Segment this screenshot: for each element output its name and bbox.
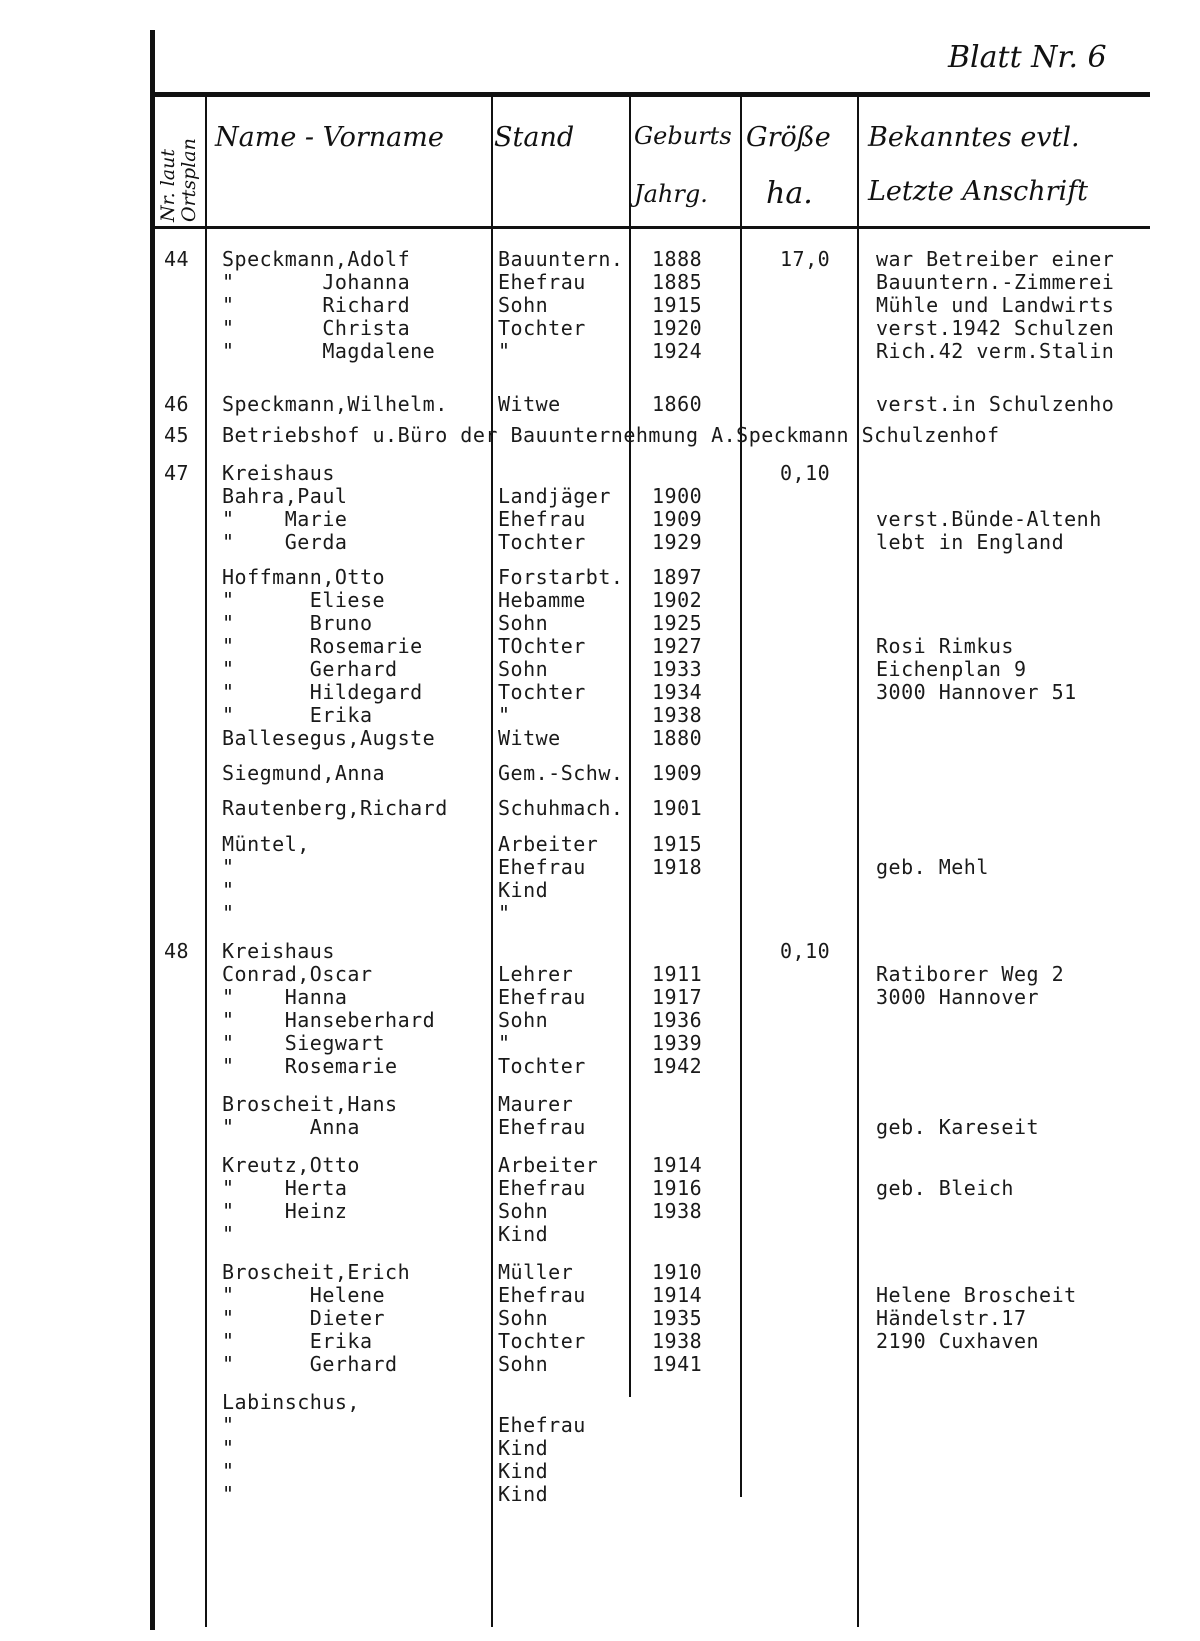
top-rule (150, 92, 1150, 97)
row-year: 1925 (652, 611, 703, 635)
row-name: " Johanna (222, 270, 411, 294)
row-stand: Tochter (498, 530, 586, 554)
row-stand: TOchter (498, 634, 586, 658)
row-name: " Eliese (222, 588, 386, 612)
row-year: 1936 (652, 1008, 703, 1032)
row-year: 1935 (652, 1306, 703, 1330)
row-stand: Müller (498, 1260, 574, 1284)
header-geburt-2: Jahrg. (634, 180, 708, 208)
row-stand: Schuhmach. (498, 796, 624, 820)
row-year: 1880 (652, 726, 703, 750)
row-year: 1920 (652, 316, 703, 340)
row-nr: 44 (164, 247, 190, 271)
column-divider-note (857, 97, 859, 1627)
row-name: " Helene (222, 1283, 386, 1307)
row-stand: Kind (498, 878, 549, 902)
row-stand: Witwe (498, 726, 561, 750)
row-stand: Ehefrau (498, 1176, 586, 1200)
header-rule (150, 226, 1150, 229)
row-year: 1897 (652, 565, 703, 589)
row-year: 1918 (652, 855, 703, 879)
header-groesse-2: ha. (766, 176, 813, 211)
row-stand: Tochter (498, 1329, 586, 1353)
row-name: " (222, 1436, 235, 1460)
row-stand: Ehefrau (498, 1413, 586, 1437)
row-stand: Sohn (498, 611, 549, 635)
row-year: 1938 (652, 1199, 703, 1223)
row-name: Kreutz,Otto (222, 1153, 360, 1177)
row-stand: Kind (498, 1459, 549, 1483)
row-name: " (222, 1222, 235, 1246)
row-stand: Sohn (498, 1352, 549, 1376)
row-stand: Kind (498, 1436, 549, 1460)
row-note: Bauuntern.-Zimmerei (876, 270, 1115, 294)
column-divider-stand (491, 97, 493, 1627)
row-name: Siegmund,Anna (222, 761, 386, 785)
row-note: Helene Broscheit (876, 1283, 1077, 1307)
header-groesse-1: Größe (746, 122, 831, 153)
row-stand: Lehrer (498, 962, 574, 986)
row-name: Speckmann,Adolf (222, 247, 411, 271)
row-stand: Tochter (498, 680, 586, 704)
row-year: 1929 (652, 530, 703, 554)
row-name: Müntel, (222, 832, 310, 856)
header-geburt-1: Geburts (634, 122, 732, 150)
row-year: 1915 (652, 293, 703, 317)
row-name: Kreishaus (222, 461, 335, 485)
row-year: 1927 (652, 634, 703, 658)
row-note: verst.in Schulzenho (876, 392, 1115, 416)
row-name: " (222, 1482, 235, 1506)
header-nr-line2: Ortsplan (178, 138, 200, 222)
row-size: 0,10 (780, 939, 831, 963)
header-stand: Stand (494, 122, 575, 153)
row-nr: 47 (164, 461, 190, 485)
row-stand: " (498, 1031, 511, 1055)
row-year: 1916 (652, 1176, 703, 1200)
row-name: " (222, 901, 235, 925)
row-year: 1941 (652, 1352, 703, 1376)
row-name: " (222, 878, 235, 902)
row-name: " Rosemarie (222, 1054, 398, 1078)
row-name: " Hildegard (222, 680, 423, 704)
row-stand: Tochter (498, 316, 586, 340)
row-year: 1942 (652, 1054, 703, 1078)
row-name: " Erika (222, 703, 373, 727)
row-stand: Sohn (498, 1008, 549, 1032)
row-name: " Christa (222, 316, 411, 340)
row-year: 1938 (652, 703, 703, 727)
row-year: 1939 (652, 1031, 703, 1055)
row-name: Speckmann,Wilhelm. (222, 392, 448, 416)
row-name: " (222, 855, 235, 879)
column-divider-year (629, 97, 631, 1397)
row-stand: " (498, 339, 511, 363)
row-stand: Arbeiter (498, 832, 599, 856)
row-name: Labinschus, (222, 1390, 360, 1414)
row-name: " Gerda (222, 530, 348, 554)
row-stand: Ehefrau (498, 855, 586, 879)
row-year: 1924 (652, 339, 703, 363)
left-margin-line (150, 30, 155, 1630)
row-note: verst.Bünde-Altenh (876, 507, 1102, 531)
row-name: " Magdalene (222, 339, 436, 363)
row-stand: Forstarbt. (498, 565, 624, 589)
row-note: geb. Kareseit (876, 1115, 1040, 1139)
row-nr: 46 (164, 392, 190, 416)
row-year: 1902 (652, 588, 703, 612)
row-year: 1910 (652, 1260, 703, 1284)
row-name: Conrad,Oscar (222, 962, 373, 986)
row-year: 1934 (652, 680, 703, 704)
row-note: 3000 Hannover (876, 985, 1040, 1009)
row-year: 1933 (652, 657, 703, 681)
row-name: " Richard (222, 293, 411, 317)
row-note: 2190 Cuxhaven (876, 1329, 1040, 1353)
row-year: 1888 (652, 247, 703, 271)
column-divider-size (740, 97, 742, 1497)
row-year: 1915 (652, 832, 703, 856)
row-name: Broscheit,Hans (222, 1092, 398, 1116)
row-year: 1900 (652, 484, 703, 508)
row-stand: " (498, 703, 511, 727)
row-name: " Siegwart (222, 1031, 386, 1055)
header-nr-line1: Nr. laut (157, 149, 179, 222)
row-note: Händelstr.17 (876, 1306, 1027, 1330)
row-stand: Sohn (498, 1199, 549, 1223)
row-size: 17,0 (780, 247, 831, 271)
row-stand: Kind (498, 1482, 549, 1506)
row-name: " (222, 1413, 235, 1437)
row-name: " Bruno (222, 611, 373, 635)
row-name: " Gerhard (222, 1352, 398, 1376)
row-name: " Hanseberhard (222, 1008, 436, 1032)
row-name: Hoffmann,Otto (222, 565, 386, 589)
row-note: lebt in England (876, 530, 1065, 554)
column-divider-name (205, 97, 207, 1627)
row-note: Rich.42 verm.Stalin (876, 339, 1115, 363)
header-bekannt-2: Letzte Anschrift (868, 176, 1089, 207)
row-stand: Landjäger (498, 484, 611, 508)
row-year: 1911 (652, 962, 703, 986)
header-name: Name - Vorname (215, 122, 444, 153)
row-year: 1938 (652, 1329, 703, 1353)
row-year: 1885 (652, 270, 703, 294)
row-name: " Herta (222, 1176, 348, 1200)
row-stand: Sohn (498, 293, 549, 317)
row-note: Rosi Rimkus (876, 634, 1014, 658)
row-note: verst.1942 Schulzen (876, 316, 1115, 340)
row-note: war Betreiber einer (876, 247, 1115, 271)
row-name: " Heinz (222, 1199, 348, 1223)
row-stand: Witwe (498, 392, 561, 416)
row-stand: Sohn (498, 1306, 549, 1330)
row-note: geb. Mehl (876, 855, 989, 879)
row-year: 1917 (652, 985, 703, 1009)
row-name: Rautenberg,Richard (222, 796, 448, 820)
row-name: " (222, 1459, 235, 1483)
row-name: Broscheit,Erich (222, 1260, 411, 1284)
row-name: " Rosemarie (222, 634, 423, 658)
row-stand: Tochter (498, 1054, 586, 1078)
row-stand: Ehefrau (498, 1115, 586, 1139)
row-year: 1909 (652, 761, 703, 785)
row-stand: " (498, 901, 511, 925)
row-nr: 48 (164, 939, 190, 963)
row-name: " Marie (222, 507, 348, 531)
row-note: Eichenplan 9 (876, 657, 1027, 681)
row-note: Mühle und Landwirts (876, 293, 1115, 317)
row-stand: Sohn (498, 657, 549, 681)
row-name: " Hanna (222, 985, 348, 1009)
row-note: 3000 Hannover 51 (876, 680, 1077, 704)
row-stand: Gem.-Schw. (498, 761, 624, 785)
row-year: 1914 (652, 1153, 703, 1177)
row-stand: Ehefrau (498, 270, 586, 294)
row-stand: Ehefrau (498, 507, 586, 531)
row-stand: Kind (498, 1222, 549, 1246)
row-year: 1860 (652, 392, 703, 416)
header-bekannt-1: Bekanntes evtl. (868, 122, 1080, 153)
row-stand: Arbeiter (498, 1153, 599, 1177)
row-stand: Ehefrau (498, 1283, 586, 1307)
row-name: " Erika (222, 1329, 373, 1353)
row-name: " Gerhard (222, 657, 398, 681)
row-note: geb. Bleich (876, 1176, 1014, 1200)
row-stand: Hebamme (498, 588, 586, 612)
row-name: " Anna (222, 1115, 360, 1139)
row-name: Bahra,Paul (222, 484, 348, 508)
row-stand: Bauuntern. (498, 247, 624, 271)
row-name: Ballesegus,Augste (222, 726, 436, 750)
row-name: " Dieter (222, 1306, 386, 1330)
row-year: 1909 (652, 507, 703, 531)
row-year: 1914 (652, 1283, 703, 1307)
row-year: 1901 (652, 796, 703, 820)
row-nr: 45 (164, 423, 190, 447)
row-name: Kreishaus (222, 939, 335, 963)
row-note: Ratiborer Weg 2 (876, 962, 1065, 986)
sheet-number: Blatt Nr. 6 (948, 40, 1107, 75)
row-stand: Maurer (498, 1092, 574, 1116)
row-name: Betriebshof u.Büro der Bauunternehmung A.Speckmann Schulzenhof (222, 423, 1000, 447)
row-stand: Ehefrau (498, 985, 586, 1009)
row-size: 0,10 (780, 461, 831, 485)
